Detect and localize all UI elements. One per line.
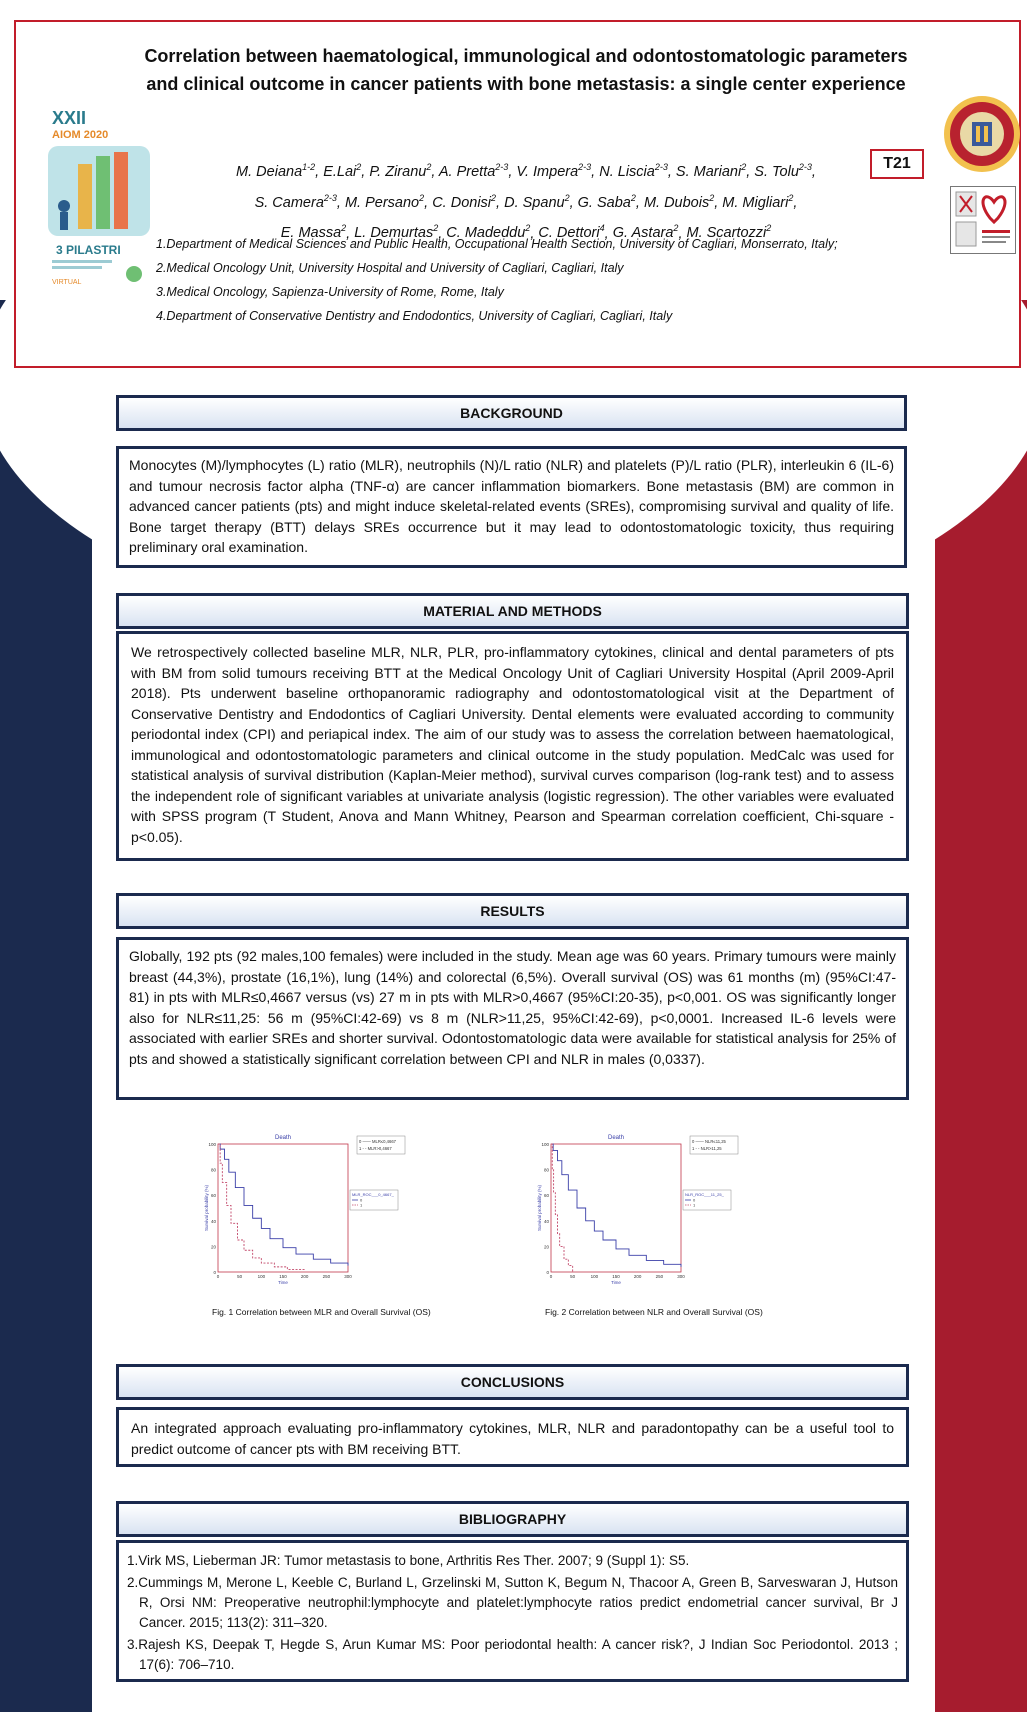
figure-2-caption: Fig. 2 Correlation between NLR and Overall Survival (OS) (545, 1307, 763, 1317)
author-affiliation-mark: 2 (673, 223, 679, 234)
author-name: G. Saba$^2$ (577, 192, 636, 211)
bibliography-item: 2.Cummings M, Merone L, Keeble C, Burland L, Grzelinski M, Sutton K, Begum N, Thacoor A, Green B, Sarveswaran J, Hutson R, Orsi NM: Preoperative neutrophil:lymphocyte and platelet:lymphocyte ratios predict endometrial cancer survival, Br J Cancer. 2015; 113(2): 311–320. (127, 1575, 898, 1630)
legend2-entry: 0 (693, 1197, 696, 1203)
x-tick-label: 300 (344, 1274, 352, 1279)
logo-line2: AIOM 2020 (52, 129, 109, 141)
affiliation-item: 4.Department of Conservative Dentistry and Endodontics, University of Cagliari, Cagliari, Italy (156, 309, 673, 323)
author-affiliation-mark: 2 (433, 223, 439, 234)
y-tick-label: 80 (210, 1167, 216, 1173)
x-tick-label: 50 (570, 1274, 576, 1279)
background-text: Monocytes (M)/lymphocytes (L) ratio (MLR), neutrophils (N)/L ratio (NLR) and platelets (P)/L ratio (PLR), interleukin 6 (IL-6) and tumour necrosis factor alpha (TNF-α) are cancer inflammation biomarkers. Bone metastasis (BM) are common in advanced cancer patients (pts) and might induce skeletal-related events (SREs), compromising survival and quality of life. Bone target therapy (BTT) delays SREs occurrence but it may lead to odontostomatologic toxicity, thus requiring preliminary oral examination. (116, 446, 907, 568)
plot-frame (218, 1144, 348, 1272)
y-tick-label: 40 (543, 1218, 549, 1224)
x-tick-label: 250 (322, 1274, 331, 1279)
bibliography-list (116, 1540, 909, 1682)
results-text: Globally, 192 pts (92 males,100 females) were included in the study. Mean age was 60 years. Primary tumours were mainly breast (44,3%), prostate (16,1%), lung (14%) and colorectal (6,5%). Overall survival (OS) was 61 months (m) (95%CI:47-81) in pts with MLR≤0,4667 versus (vs) 27 m in pts with MLR>0,4667 (95%CI:20-35), p<0,001. OS was significantly longer also for NLR≤11,25: 56 m (95%CI:42-69) vs 8 m (NLR>11,25, 95%CI:42-69), p<0,0001. Increased IL-6 levels were associated with earlier SREs and shorter survival. Odontostomatologic data were available for statistical analysis for 25% of pts and showed a statistically significant correlation between CPI and NLR in males (0,0337). (116, 937, 909, 1100)
congress-logo (38, 94, 160, 290)
author-affiliation-mark: 2-3 (323, 192, 337, 203)
legend2-title: NLR_ROC___11_25_ (685, 1192, 724, 1197)
logo-small: VIRTUAL (52, 279, 82, 286)
y-tick-label: 0 (546, 1270, 549, 1275)
x-tick-label: 100 (590, 1274, 599, 1279)
author-affiliation-mark: 2 (491, 192, 497, 203)
poster-code-badge: T21 (870, 149, 924, 179)
legend-entry: 1 - - NLR>11,25 (692, 1146, 722, 1151)
legend-entry: 1 - - MLR>0,4667 (359, 1146, 392, 1151)
y-axis-label: Survival probability (%) (537, 1184, 542, 1232)
author-affiliation-mark: 2 (709, 192, 715, 203)
x-tick-label: 50 (237, 1274, 243, 1279)
plot-frame (551, 1144, 681, 1272)
x-tick-label: 150 (279, 1274, 287, 1279)
author-name: S. Tolu$^{2-3}$ (754, 162, 812, 180)
x-tick-label: 200 (300, 1274, 309, 1279)
methods-text: We retrospectively collected baseline MLR, NLR, PLR, pro-inflammatory cytokines, clinical and dental parameters of pts with BM from solid tumours receiving BTT at the Medical Oncology Unit of Cagliari University Hospital (April 2009-April 2018). Pts underwent baseline orthopanoramic radiography and odontostomatological visit at the Department of Conservative Dentistry and Endodontics of Cagliari University. Dental elements were evaluated according to community periodontal index (CPI) and periapical index. The aim of our study was to assess the correlation between haematological, immunological and odontostomatologic parameters and clinical outcome in the study population. MedCalc was used for statistical analysis of survival distribution (Kaplan-Meier method), survival curves comparison (log-rank test) and to assess the independent role of significant variables at univariate analysis (logistic regression). The other variables were evaluated with SPSS program (T Student, Anova and Mann Whitney, Pearson and Spearman correlation coefficient, Chi-square - p<0.05). (116, 631, 909, 861)
legend2-title: MLR_ROC___0_4667_ (352, 1192, 394, 1197)
author-name: P. Ziranu$^2$ (369, 162, 432, 180)
author-list: M. Deiana$^{1-2}$, E.Lai$^2$, P. Ziranu$^2$, A. Pretta$^{2-3}$, V. Impera$^{2-3}$, N. Liscia$^{2-3}$, S. Mariani$^2$, S. Tolu$^{2-3}$, S. Camera$^{2-3}$, M. Persano$^2$, C. Donisi$^2$, D. Spanu$^2$, G. Saba$^2$, M. Dubois$^2$, M. Migliari$^2$, E. Massa$^2$, L. Demurtas$^2$, C. Madeddu$^2$, C. Dettori$^4$, G. Astara$^2$, M. Scartozzi$^2$ (236, 162, 816, 242)
author-affiliation-mark: 2 (766, 223, 772, 234)
poster-header (14, 20, 1021, 368)
author-name: M. Dubois$^2$ (643, 192, 715, 211)
legend2-entry: 0 (360, 1197, 363, 1203)
author-affiliation-mark: 2 (419, 192, 425, 203)
y-axis-label: Survival probability (%) (204, 1184, 209, 1232)
chart-title: Death (607, 1135, 625, 1141)
y-tick-label: 100 (208, 1142, 216, 1147)
survival-curve-1 (218, 1144, 305, 1269)
survival-curve-0 (551, 1144, 681, 1267)
author-name: N. Liscia$^{2-3}$ (599, 162, 668, 180)
methods-heading: MATERIAL AND METHODS (116, 593, 909, 629)
affiliation-item: 2.Medical Oncology Unit, University Hospital and University of Cagliari, Cagliari, Italy (156, 261, 624, 275)
y-tick-label: 60 (210, 1193, 216, 1199)
chart-title: Death (274, 1135, 292, 1141)
author-affiliation-mark: 2 (564, 192, 570, 203)
university-seal-logo (942, 94, 1022, 174)
author-name: L. Demurtas$^2$ (354, 223, 439, 242)
legend-entry: 0 —— MLR≤0,4667 (359, 1139, 396, 1144)
poster-title: Correlation between haematological, immunological and odontostomatologic parameters and clinical outcome in cancer patients with bone metastasis: a single center experience (144, 46, 908, 94)
x-tick-label: 100 (257, 1274, 266, 1279)
author-name: M. Deiana$^{1-2}$ (236, 162, 316, 180)
author-name: E. Massa$^2$ (280, 223, 347, 242)
y-tick-label: 60 (543, 1193, 549, 1199)
author-affiliation-mark: 2 (741, 162, 747, 172)
affiliation-list (156, 232, 926, 328)
legend2-entry: 1 (360, 1202, 363, 1208)
y-tick-label: 0 (213, 1270, 216, 1275)
author-affiliation-mark: 2 (341, 223, 347, 234)
author-name: A. Pretta$^{2-3}$ (438, 162, 509, 180)
author-affiliation-mark: 2-3 (495, 162, 509, 172)
author-name: S. Camera$^{2-3}$ (254, 192, 337, 211)
author-affiliation-mark: 2 (356, 162, 362, 172)
legend2-entry: 1 (693, 1202, 696, 1208)
affiliation-item: 3.Medical Oncology, Sapienza-University of Rome, Rome, Italy (156, 285, 504, 299)
bibliography-heading: BIBLIOGRAPHY (116, 1501, 909, 1537)
author-name: V. Impera$^{2-3}$ (516, 162, 592, 180)
bibliography-item: 3.Rajesh KS, Deepak T, Hegde S, Arun Kumar MS: Poor periodontal health: A cancer risk?, J Indian Soc Periodontol. 2013 ; 17(6): 706–710. (127, 1637, 898, 1672)
x-tick-label: 300 (677, 1274, 685, 1279)
x-axis-label: Time (611, 1280, 621, 1285)
km-chart-nlr (533, 1130, 773, 1295)
y-tick-label: 20 (543, 1244, 549, 1250)
author-affiliation-mark: 2 (525, 223, 531, 234)
conclusions-heading: CONCLUSIONS (116, 1364, 909, 1400)
x-tick-label: 150 (612, 1274, 620, 1279)
km-chart-mlr (200, 1130, 440, 1295)
author-name: C. Dettori$^4$ (538, 223, 605, 242)
author-name: G. Astara$^2$ (612, 223, 679, 242)
author-name: C. Donisi$^2$ (432, 192, 497, 211)
author-name: M. Scartozzi$^2$ (686, 223, 772, 242)
author-name: S. Mariani$^2$ (675, 162, 747, 180)
x-tick-label: 0 (549, 1274, 553, 1279)
y-tick-label: 80 (543, 1167, 549, 1173)
x-axis-label: Time (278, 1280, 288, 1285)
x-tick-label: 250 (655, 1274, 664, 1279)
survival-curve-0 (218, 1144, 348, 1266)
y-tick-label: 40 (210, 1218, 216, 1224)
author-name: M. Persano$^2$ (344, 192, 425, 211)
author-affiliation-mark: 2 (630, 192, 636, 203)
author-name: C. Madeddu$^2$ (446, 223, 531, 242)
figure-1-caption: Fig. 1 Correlation between MLR and Overall Survival (OS) (212, 1307, 431, 1317)
author-affiliation-mark: 2-3 (578, 162, 592, 172)
x-tick-label: 200 (633, 1274, 642, 1279)
author-affiliation-mark: 2-3 (654, 162, 668, 172)
y-tick-label: 20 (210, 1244, 216, 1250)
legend-entry: 0 —— NLR≤11,25 (692, 1139, 726, 1144)
author-affiliation-mark: 1-2 (302, 162, 316, 172)
author-name: M. Migliari$^2$ (722, 192, 794, 211)
author-affiliation-mark: 2 (426, 162, 432, 172)
conclusions-text: An integrated approach evaluating pro-inflammatory cytokines, MLR, NLR and paradontopathy can be a useful tool to predict outcome of cancer pts with BM receiving BTT. (116, 1407, 909, 1467)
background-heading: BACKGROUND (116, 395, 907, 431)
logo-line1: XXII (52, 108, 87, 128)
author-name: D. Spanu$^2$ (504, 192, 570, 211)
bibliography-item: 1.Virk MS, Lieberman JR: Tumor metastasis to bone, Arthritis Res Ther. 2007; 9 (Suppl 1): S5. (127, 1553, 690, 1568)
hospital-heart-logo (950, 186, 1016, 254)
author-affiliation-mark: 2-3 (798, 162, 812, 172)
x-tick-label: 0 (216, 1274, 220, 1279)
results-heading: RESULTS (116, 893, 909, 929)
y-tick-label: 100 (541, 1142, 549, 1147)
author-name: E.Lai$^2$ (323, 162, 362, 180)
affiliation-item: 1.Department of Medical Sciences and Public Health, Occupational Health Section, University of Cagliari, Monserrato, Italy; (156, 237, 838, 251)
logo-line3: 3 PILASTRI (56, 243, 121, 257)
author-affiliation-mark: 4 (599, 223, 605, 234)
author-affiliation-mark: 2 (788, 192, 794, 203)
